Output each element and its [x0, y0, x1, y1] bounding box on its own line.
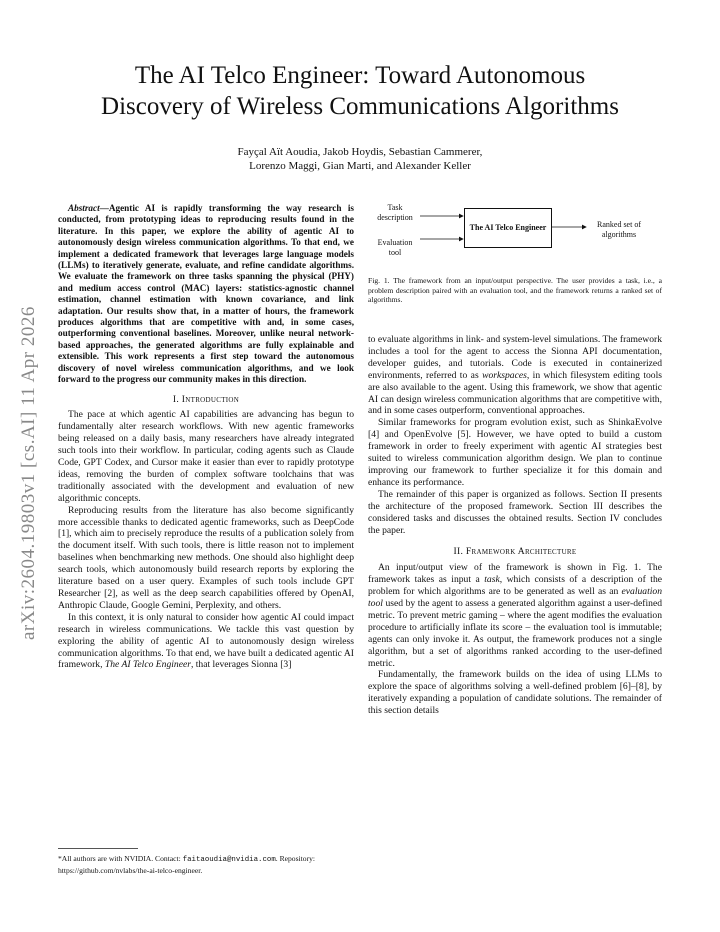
fw-p1-text-b: , which consists of a description of the problem for which algorithms are to be generated as well as an	[368, 574, 663, 598]
footnote-rule	[58, 848, 138, 849]
fig-engine-box: The AI Telco Engineer	[464, 208, 552, 248]
figure-1	[368, 198, 662, 288]
right-p1-text-b: , in which filesystem editing tools are also available to the agent. Using this framework, we show that agentic AI can design wireless communication algorithms that are competitive with, and in some cases outperform, conventional approaches.	[368, 369, 662, 417]
author-list	[40, 145, 680, 173]
framework-paragraph-2: Fundamentally, the framework builds on the idea of using LLMs to explore the space of algorithms solving a well-defined problem [6]–[8], by iteratively expanding a population of candidate solutions. The remainder of this section details	[368, 669, 662, 717]
framework-name: The AI Telco Engineer	[104, 659, 191, 671]
right-column	[368, 334, 662, 717]
intro-paragraph-1: The pace at which agentic AI capabilities are advancing has begun to fundamentally alter research workflows. With new agentic frameworks being released on a daily basis, many researchers have already integrated such tools into their workflow. In particular, coding agents such as Claude Code, GPT Codex, and Cursor make it easier than ever to rapidly prototype ideas, removing the burden of complex software toolchains that was traditionally associated with the development and evaluation of new algorithmic concepts.	[58, 409, 354, 504]
arxiv-watermark: arXiv:2604.19803v1 [cs.AI] 11 Apr 2026	[18, 306, 39, 640]
footnote	[58, 854, 354, 875]
abstract-body: —Agentic AI is rapidly transforming the way research is conducted, from prototyping ideas to reproducing results found in the literature. In this paper, we explore the ability of agentic AI to autonomously design wireless communication algorithms. To that end, we implement a dedicated framework that leverages large language models (LLMs) to iteratively generate, evaluate, and refine candidate algorithms. We evaluate the framework on three tasks spanning the physical (PHY) and medium access control (MAC) layers: statistics-agnostic channel estimation, channel estimation with known covariance, and link adaptation. Our results show that, in a matter of hours, the framework produces algorithms that are competitive with and, in some cases, outperforming conventional baselines. Moreover, unlike neural network-based approaches, the generated algorithms are fully explainable and extensible. This work represents a first step toward the autonomous discovery of novel wireless communication algorithms, and we look forward to the progress our community makes in this direction.	[58, 203, 354, 385]
intro-p3-text-b: , that leverages Sionna [3]	[190, 659, 292, 671]
abstract-lead: Abstract	[68, 203, 100, 213]
paper-title	[40, 60, 680, 122]
abstract	[58, 203, 354, 386]
intro-paragraph-3	[58, 612, 354, 672]
footnote-text-b: . Repository: https://github.com/nvlabs/the-ai-telco-engineer.	[58, 854, 316, 875]
figure-1-caption: Fig. 1. The framework from an input/output perspective. The user provides a task, i.e., a problem description paired with an evaluation tool, and the framework returns a ranked set of algorithms.	[368, 276, 662, 305]
section-heading-introduction: I. Introduction	[172, 393, 240, 405]
fig-eval-label: Evaluation tool	[377, 238, 413, 257]
right-paragraph-2: Similar frameworks for program evolution exist, such as ShinkaEvolve [4] and OpenEvolve [5]. However, we have opted to build a custom framework in order to freely experiment with agentic AI strategies best suited to wireless communication algorithm design. We plan to continue improving our framework to further specialize it for this domain and enhance its performance.	[368, 417, 662, 488]
intro-p3-text-a: In this context, it is only natural to consider how agentic AI could impact research in wireless communications. We tackle this vast question by exploring the ability of agentic AI to autonomously design wireless communication algorithms. To that end, we have built a dedicated agentic AI framework,	[58, 611, 354, 671]
right-paragraph-3: The remainder of this paper is organized as follows. Section II presents the architecture of the proposed framework. Section III describes the considered tasks and discusses the obtained results. Section IV concludes the paper.	[368, 488, 662, 536]
title-line-1: The AI Telco Engineer: Toward Autonomous	[134, 62, 586, 89]
title-line-2: Discovery of Wireless Communications Algorithms	[101, 93, 619, 120]
fw-p1-text-a: An input/output view of the framework is shown in Fig. 1. The framework takes as input a	[368, 562, 662, 586]
left-column	[58, 203, 354, 671]
fig-task-label: Task description	[377, 203, 413, 222]
authors-line-1: Fayçal Aït Aoudia, Jakob Hoydis, Sebastian Cammerer,	[237, 146, 483, 158]
section-heading-framework: II. Framework Architecture	[453, 546, 577, 558]
intro-paragraph-2: Reproducing results from the literature has also become significantly more accessible thanks to dedicated agentic frameworks, such as DeepCode [1], which aim to precisely reproduce the results of a publication solely from the document itself. With such tools, there is little reason not to implement baselines when benchmarking new methods. One should also highlight deep search tools, which autonomously build research reports by exploring the literature based on a user query. Examples of such tools include GPT Researcher [2], as well as the deep search capabilities offered by OpenAI, Anthropic Claude, Google Gemini, Perplexity, and others.	[58, 504, 354, 611]
fig-output-label: Ranked set of algorithms	[597, 220, 641, 239]
workspaces-term: workspaces	[482, 369, 527, 381]
evaluation-tool-term: evaluation tool	[368, 586, 662, 610]
task-term: task	[484, 574, 500, 586]
framework-paragraph-1	[368, 562, 662, 669]
fw-p1-text-c: used by the agent to assess a generated algorithm against a user-defined metric. To prevent metric gaming – where the agent modifies the evaluation procedure to artificially inflate its score – the evaluation tool is immutable; agents can only invoke it. As output, the framework produces not a single algorithm, but a set of algorithms ranked according to the user-defined metric.	[368, 598, 662, 669]
right-p1-text-a: to evaluate algorithms in link- and system-level simulations. The framework includes a tool for the agent to access the Sionna API documentation, developer guides, and tutorials. Code is executed in containerized environments, referred to as	[368, 334, 662, 381]
contact-email[interactable]: faitaoudia@nvidia.com	[182, 856, 276, 864]
right-paragraph-1	[368, 334, 662, 417]
authors-line-2: Lorenzo Maggi, Gian Marti, and Alexander Keller	[249, 160, 471, 172]
footnote-text-a: *All authors are with NVIDIA. Contact:	[58, 854, 183, 863]
